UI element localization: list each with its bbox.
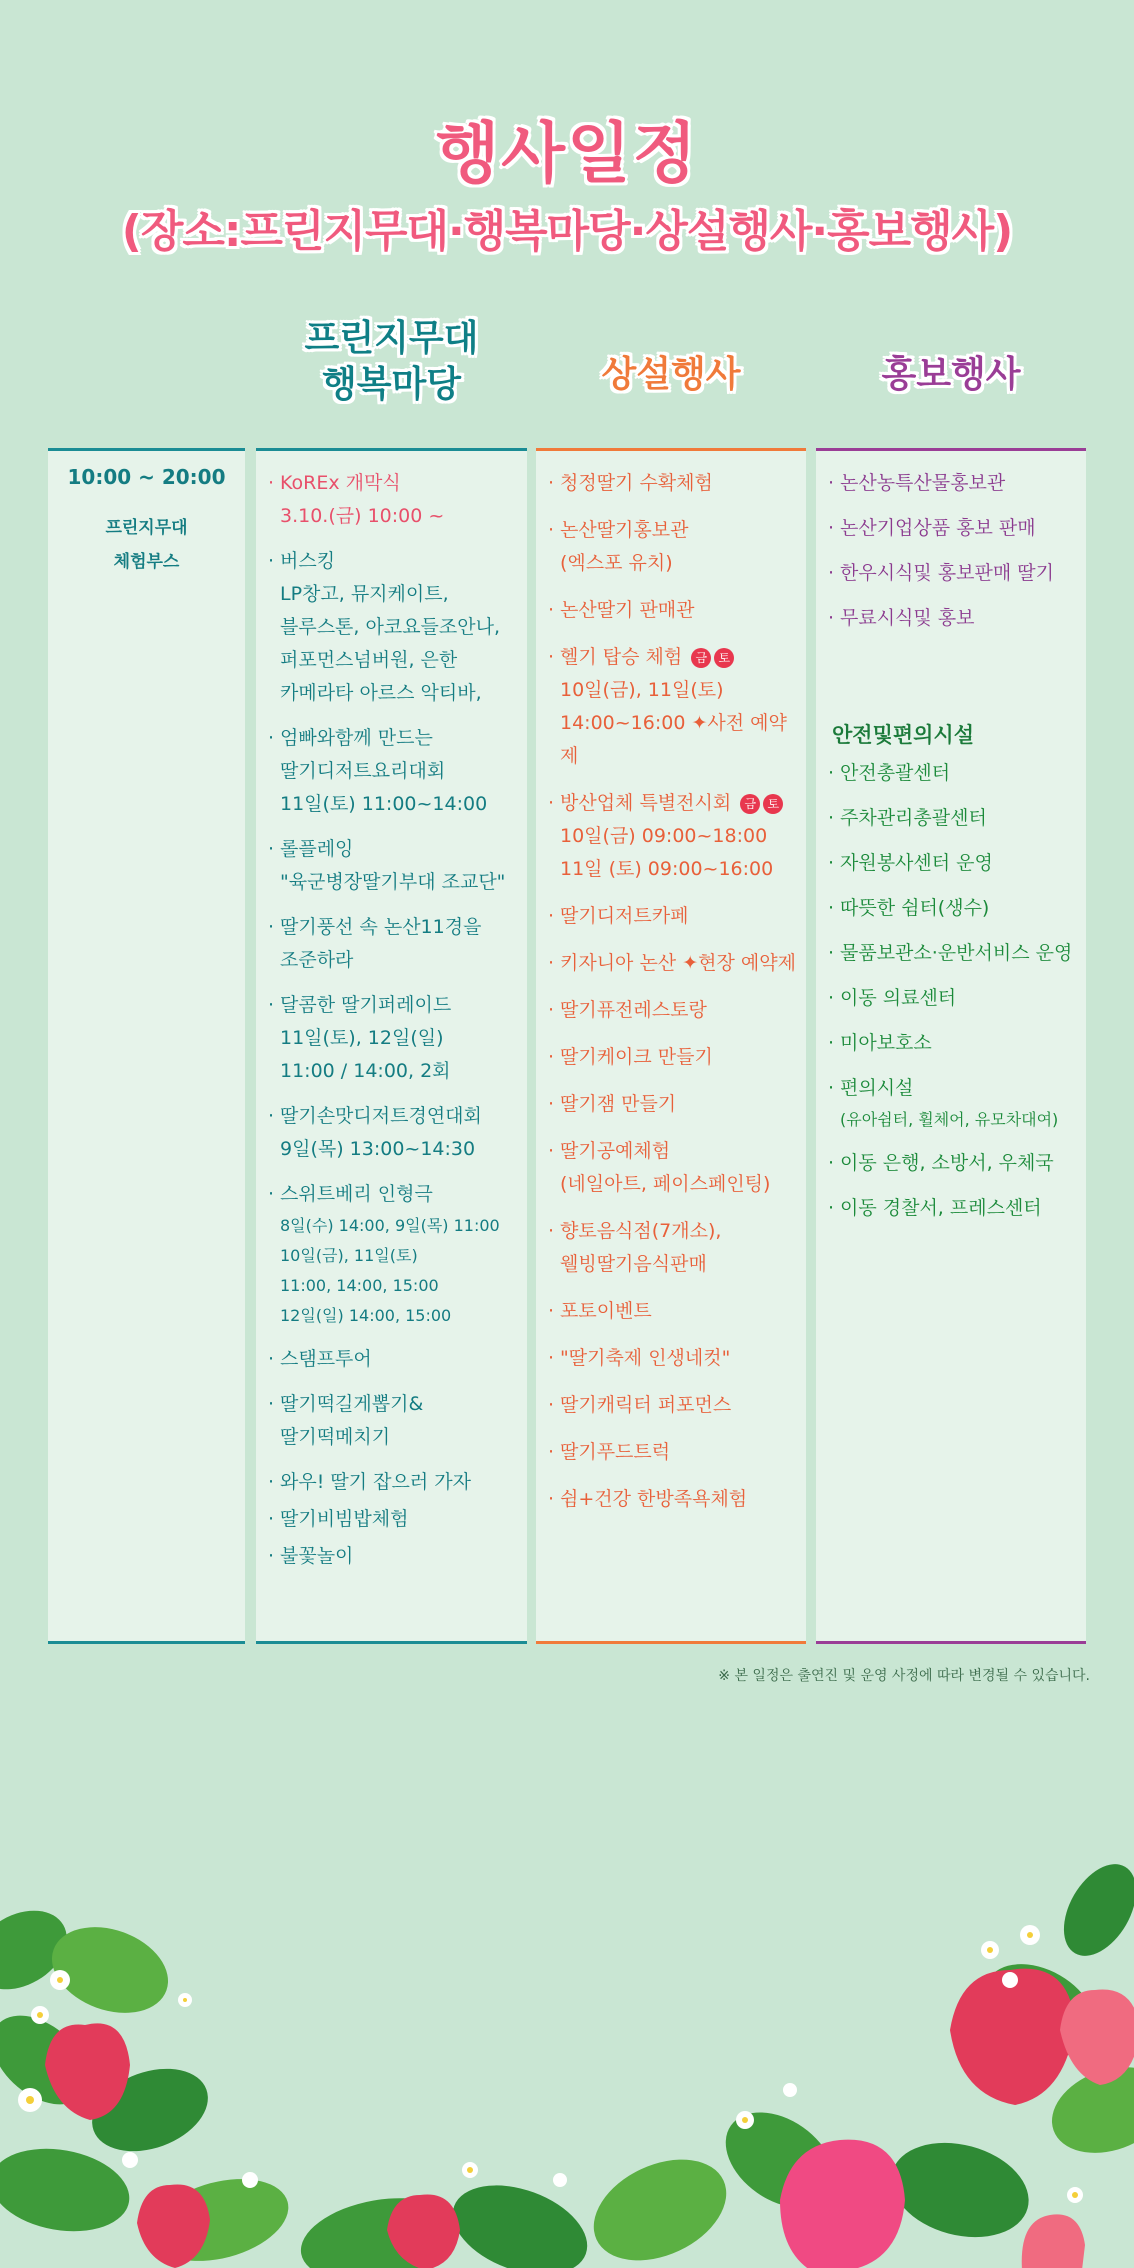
item-dessert-contest: · 딸기손맛디저트경연대회 bbox=[280, 1105, 482, 1127]
list-item bbox=[268, 545, 523, 710]
item-parade-date: 11일(토), 12일(일) bbox=[280, 1027, 444, 1049]
item-busking: · 버스킹 bbox=[280, 550, 336, 572]
list-item: · 이동 은행, 소방서, 우체국 bbox=[828, 1147, 1082, 1180]
item-opening: · KoREx 개막식 bbox=[280, 472, 401, 494]
place-line1: 프린지무대 bbox=[105, 518, 188, 538]
list-item bbox=[548, 641, 802, 773]
item-busking-line: 블루스톤, 아코요들조안나, bbox=[280, 616, 501, 638]
item-promo-hall: · 논산딸기홍보관 bbox=[560, 519, 689, 541]
item-helicopter-time: 14:00~16:00 ✦사전 예약제 bbox=[560, 712, 787, 767]
item-puppet-line: 8일(수) 14:00, 9일(목) 11:00 bbox=[280, 1216, 500, 1235]
strawberry-icon bbox=[1022, 2214, 1085, 2268]
list-item: · 한우시식및 홍보판매 딸기 bbox=[828, 557, 1082, 590]
footnote: ※ 본 일정은 출연진 및 운영 사정에 따라 변경될 수 있습니다. bbox=[718, 1668, 1090, 1684]
header-col3: 상설행사 bbox=[601, 354, 741, 395]
badge-fri: 금 bbox=[691, 648, 711, 668]
item-stamp-tour: · 스탬프투어 bbox=[280, 1348, 372, 1370]
column-permanent-events bbox=[536, 448, 806, 1644]
item-parade: · 달콤한 딸기퍼레이드 bbox=[280, 994, 452, 1016]
list-item bbox=[268, 1100, 523, 1166]
item-fireworks: · 불꽃놀이 bbox=[280, 1545, 354, 1567]
item-defense-date1: 10일(금) 09:00~18:00 bbox=[560, 825, 768, 847]
column-time bbox=[48, 448, 245, 1644]
list-item bbox=[268, 911, 523, 977]
item-local-food: · 향토음식점(7개소), bbox=[560, 1220, 722, 1242]
item-bibimbap: · 딸기비빔밥체험 bbox=[280, 1508, 409, 1530]
list-item: · 청정딸기 수확체험 bbox=[548, 467, 802, 500]
list-item bbox=[268, 1388, 523, 1454]
header-col2-line2: 행복마당 bbox=[321, 364, 462, 405]
strawberry-icon bbox=[780, 2140, 905, 2268]
list-item bbox=[268, 1343, 523, 1376]
list-item: · 무료시식및 홍보 bbox=[828, 602, 1082, 635]
list-item: · 안전총괄센터 bbox=[828, 757, 1082, 790]
item-busking-line: LP창고, 뮤지케이트, bbox=[280, 583, 449, 605]
item-craft-line: (네일아트, 페이스페인팅) bbox=[560, 1173, 771, 1195]
item-puppet-line: 11:00, 14:00, 15:00 bbox=[280, 1276, 439, 1295]
list-item: · 자원봉사센터 운영 bbox=[828, 847, 1082, 880]
item-opening-date: 3.10.(금) 10:00 ~ bbox=[280, 505, 445, 527]
page-subtitle: (장소:프린지무대·행복마당·상설행사·홍보행사) bbox=[121, 206, 1013, 257]
item-defense-date2: 11일 (토) 09:00~16:00 bbox=[560, 858, 774, 880]
list-item: · 따뜻한 쉼터(생수) bbox=[828, 892, 1082, 925]
item-craft: · 딸기공예체험 bbox=[560, 1140, 671, 1162]
list-item bbox=[268, 1466, 523, 1499]
list-item bbox=[268, 1178, 523, 1331]
list-item: · 딸기푸드트럭 bbox=[548, 1436, 802, 1469]
item-puppet-show: · 스위트베리 인형극 bbox=[280, 1183, 433, 1205]
item-puppet-line: 12일(일) 14:00, 15:00 bbox=[280, 1306, 452, 1325]
item-amenities-line: (유아쉼터, 휠체어, 유모차대여) bbox=[840, 1110, 1059, 1129]
item-helicopter-label: 헬기 탑승 체험 bbox=[560, 646, 683, 668]
list-item: · 미아보호소 bbox=[828, 1027, 1082, 1060]
list-item: · 이동 경찰서, 프레스센터 bbox=[828, 1192, 1082, 1225]
item-busking-line: 카메라타 아르스 악티바, bbox=[280, 682, 482, 704]
item-rice-cake: · 딸기떡길게뽑기& bbox=[280, 1393, 424, 1415]
list-item: · 딸기캐릭터 퍼포먼스 bbox=[548, 1389, 802, 1422]
strawberry-icon bbox=[950, 1969, 1075, 2105]
list-item bbox=[268, 989, 523, 1088]
item-busking-line: 퍼포먼스넘버원, 은한 bbox=[280, 649, 458, 671]
badge-sat: 토 bbox=[763, 794, 783, 814]
list-item: · 쉼+건강 한방족욕체험 bbox=[548, 1483, 802, 1516]
item-catch-strawberry: · 와우! 딸기 잡으러 가자 bbox=[280, 1471, 471, 1493]
item-helicopter-date: 10일(금), 11일(토) bbox=[560, 679, 724, 701]
list-item bbox=[268, 1503, 523, 1536]
list-item: · 딸기퓨전레스토랑 bbox=[548, 994, 802, 1027]
list-item bbox=[548, 1215, 802, 1281]
list-item: · 물품보관소·운반서비스 운영 bbox=[828, 937, 1082, 970]
list-item: · 포토이벤트 bbox=[548, 1295, 802, 1328]
strawberry-decoration bbox=[0, 1860, 1134, 2268]
item-cooking-line: 딸기디저트요리대회 bbox=[280, 760, 446, 782]
column-fringe-stage bbox=[256, 448, 527, 1644]
item-local-food-line: 웰빙딸기음식판매 bbox=[560, 1253, 707, 1275]
list-item: · 딸기케이크 만들기 bbox=[548, 1041, 802, 1074]
list-item: · "딸기축제 인생네컷" bbox=[548, 1342, 802, 1375]
item-dessert-contest-date: 9일(목) 13:00~14:30 bbox=[280, 1138, 476, 1160]
list-item bbox=[268, 467, 523, 533]
leaf-cluster-bottom bbox=[294, 2093, 852, 2268]
item-amenities: · 편의시설 bbox=[840, 1077, 914, 1099]
list-item: · 주차관리총괄센터 bbox=[828, 802, 1082, 835]
header-col2-line1: 프린지무대 bbox=[304, 318, 479, 359]
list-item: · 키자니아 논산 ✦현장 예약제 bbox=[548, 947, 802, 980]
item-roleplay: · 롤플레잉 bbox=[280, 838, 354, 860]
item-defense-label: 방산업체 특별전시회 bbox=[560, 792, 732, 814]
item-parade-time: 11:00 / 14:00, 2회 bbox=[280, 1060, 451, 1082]
list-item bbox=[268, 833, 523, 899]
header-col4: 홍보행사 bbox=[881, 354, 1021, 395]
item-cooking-date: 11일(토) 11:00~14:00 bbox=[280, 793, 488, 815]
page-title: 행사일정 bbox=[435, 115, 699, 192]
list-item bbox=[828, 1072, 1082, 1135]
list-item bbox=[548, 1135, 802, 1201]
item-balloon: · 딸기풍선 속 논산11경을 bbox=[280, 916, 482, 938]
list-item bbox=[268, 722, 523, 821]
badge-fri: 금 bbox=[740, 794, 760, 814]
list-item bbox=[548, 787, 802, 886]
list-item: · 논산기업상품 홍보 판매 bbox=[828, 512, 1082, 545]
badge-sat: 토 bbox=[714, 648, 734, 668]
list-item: · 이동 의료센터 bbox=[828, 982, 1082, 1015]
list-item bbox=[548, 514, 802, 580]
header-col2 bbox=[256, 316, 527, 408]
section-title-safety: 안전및편의시설 bbox=[832, 723, 975, 747]
place-line2: 체험부스 bbox=[113, 552, 180, 572]
list-item: · 딸기디저트카페 bbox=[548, 900, 802, 933]
item-puppet-line: 10일(금), 11일(토) bbox=[280, 1246, 418, 1265]
item-rice-cake-line: 딸기떡메치기 bbox=[280, 1426, 391, 1448]
place-label bbox=[48, 511, 245, 579]
column-promo-events bbox=[816, 448, 1086, 1644]
item-promo-hall-line: (엑스포 유치) bbox=[560, 552, 673, 574]
list-item: · 논산농특산물홍보관 bbox=[828, 467, 1082, 500]
strawberry-icon bbox=[1060, 1990, 1134, 2086]
item-balloon-line: 조준하라 bbox=[280, 949, 354, 971]
item-roleplay-line: "육군병장딸기부대 조교단" bbox=[280, 871, 506, 893]
item-helicopter bbox=[560, 641, 802, 674]
list-item: · 딸기잼 만들기 bbox=[548, 1088, 802, 1121]
item-cooking: · 엄빠와함께 만드는 bbox=[280, 727, 433, 749]
item-defense-expo bbox=[560, 787, 802, 820]
list-item bbox=[268, 1540, 523, 1573]
list-item: · 논산딸기 판매관 bbox=[548, 594, 802, 627]
time-range: 10:00 ~ 20:00 bbox=[67, 465, 226, 489]
